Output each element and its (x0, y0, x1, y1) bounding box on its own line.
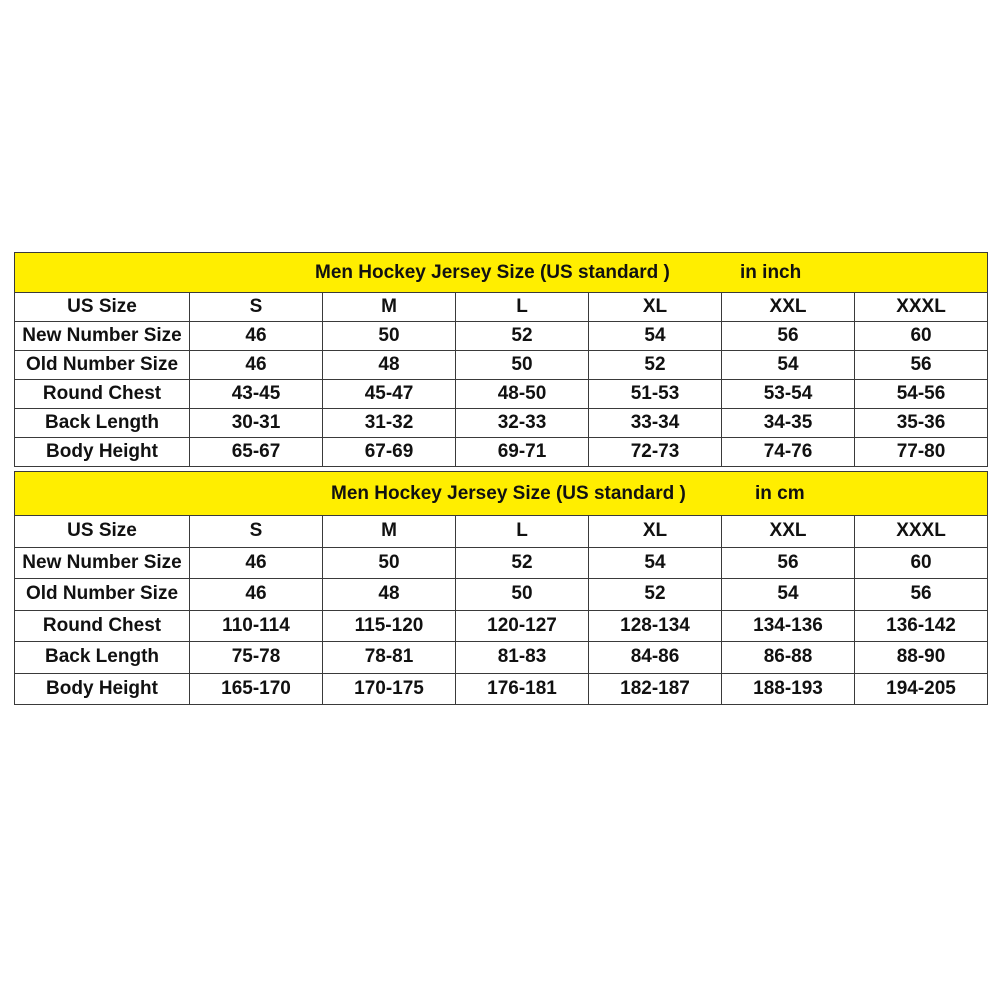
row-label: New Number Size (15, 322, 190, 351)
table-cell: 46 (190, 547, 323, 579)
table-row (15, 351, 988, 380)
table-cell: 136-142 (855, 610, 988, 642)
table-cell: 52 (589, 579, 722, 611)
table-cell: 84-86 (589, 642, 722, 674)
table-body (15, 253, 988, 467)
table-cell: L (456, 516, 589, 548)
row-label: Round Chest (15, 610, 190, 642)
table-cell: 56 (855, 351, 988, 380)
table-cell: 74-76 (722, 438, 855, 467)
table-cell: 51-53 (589, 380, 722, 409)
table-cell: 56 (855, 579, 988, 611)
row-label: Old Number Size (15, 351, 190, 380)
table-cell: 35-36 (855, 409, 988, 438)
table-unit: in inch (740, 261, 802, 283)
table-cell: 65-67 (190, 438, 323, 467)
table-cell: 182-187 (589, 673, 722, 705)
row-label: Old Number Size (15, 579, 190, 611)
table-cell: 34-35 (722, 409, 855, 438)
table-cell: 48 (323, 579, 456, 611)
table-cell: XXL (722, 516, 855, 548)
table-cell: 170-175 (323, 673, 456, 705)
table-row (15, 293, 988, 322)
table-cell: L (456, 293, 589, 322)
table-cell: 52 (589, 351, 722, 380)
table-row (15, 438, 988, 467)
row-label: New Number Size (15, 547, 190, 579)
table-row (15, 516, 988, 548)
row-label: Back Length (15, 642, 190, 674)
row-label: Back Length (15, 409, 190, 438)
table-header-cell (15, 253, 988, 293)
table-header-row (15, 253, 988, 293)
table-cell: 69-71 (456, 438, 589, 467)
table-cell: 86-88 (722, 642, 855, 674)
table-title: Men Hockey Jersey Size (US standard ) (315, 261, 670, 283)
table-cell: XXL (722, 293, 855, 322)
table-cell: 46 (190, 579, 323, 611)
table-cell: 46 (190, 322, 323, 351)
table-cell: S (190, 516, 323, 548)
table-cell: 81-83 (456, 642, 589, 674)
table-row (15, 610, 988, 642)
table-cell: 72-73 (589, 438, 722, 467)
table-cell: 45-47 (323, 380, 456, 409)
table-cell: 60 (855, 322, 988, 351)
table-cell: 50 (323, 547, 456, 579)
table-cell: S (190, 293, 323, 322)
table-cell: 31-32 (323, 409, 456, 438)
table-cell: 33-34 (589, 409, 722, 438)
table-cell: 48-50 (456, 380, 589, 409)
table-cell: XL (589, 293, 722, 322)
table-row (15, 673, 988, 705)
table-cell: 60 (855, 547, 988, 579)
table-cell: 75-78 (190, 642, 323, 674)
table-cell: 77-80 (855, 438, 988, 467)
table-row (15, 547, 988, 579)
table-cell: 50 (456, 579, 589, 611)
table-cell: 52 (456, 547, 589, 579)
size-table-cm (14, 471, 988, 705)
table-cell: 54 (722, 579, 855, 611)
table-cell: 52 (456, 322, 589, 351)
table-cell: XXXL (855, 293, 988, 322)
table-row (15, 579, 988, 611)
row-label: Body Height (15, 438, 190, 467)
table-cell: 120-127 (456, 610, 589, 642)
table-cell: XL (589, 516, 722, 548)
table-cell: 165-170 (190, 673, 323, 705)
table-cell: 88-90 (855, 642, 988, 674)
table-cell: 48 (323, 351, 456, 380)
table-cell: 54 (589, 547, 722, 579)
row-label: Body Height (15, 673, 190, 705)
table-cell: 30-31 (190, 409, 323, 438)
table-cell: 32-33 (456, 409, 589, 438)
table-cell: 46 (190, 351, 323, 380)
table-cell: 188-193 (722, 673, 855, 705)
table-cell: 53-54 (722, 380, 855, 409)
table-cell: 54-56 (855, 380, 988, 409)
table-row (15, 322, 988, 351)
row-label: Round Chest (15, 380, 190, 409)
table-cell: 43-45 (190, 380, 323, 409)
table-cell: 128-134 (589, 610, 722, 642)
table-header-cell (15, 472, 988, 516)
table-cell: M (323, 516, 456, 548)
row-label: US Size (15, 293, 190, 322)
table-cell: 115-120 (323, 610, 456, 642)
table-cell: 56 (722, 322, 855, 351)
size-table-inch (14, 252, 988, 467)
table-cell: 54 (589, 322, 722, 351)
table-unit: in cm (755, 482, 805, 504)
table-cell: 194-205 (855, 673, 988, 705)
table-cell: 78-81 (323, 642, 456, 674)
table-cell: 67-69 (323, 438, 456, 467)
table-title: Men Hockey Jersey Size (US standard ) (331, 482, 686, 504)
table-header-row (15, 472, 988, 516)
table-cell: 110-114 (190, 610, 323, 642)
table-cell: 134-136 (722, 610, 855, 642)
row-label: US Size (15, 516, 190, 548)
table-cell: M (323, 293, 456, 322)
table-cell: 50 (456, 351, 589, 380)
table-row (15, 409, 988, 438)
table-cell: 56 (722, 547, 855, 579)
table-cell: XXXL (855, 516, 988, 548)
table-cell: 54 (722, 351, 855, 380)
table-row (15, 642, 988, 674)
table-cell: 176-181 (456, 673, 589, 705)
table-cell: 50 (323, 322, 456, 351)
table-body (15, 472, 988, 705)
table-row (15, 380, 988, 409)
